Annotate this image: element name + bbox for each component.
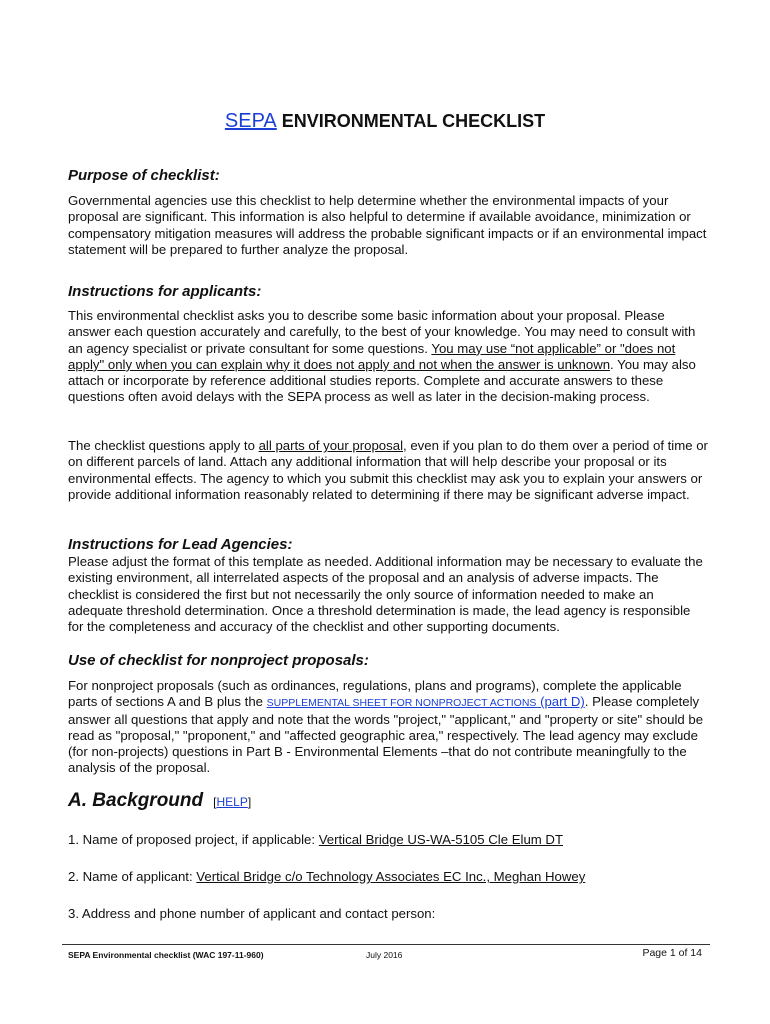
q2-answer[interactable]: Vertical Bridge c/o Technology Associates EC Inc., Meghan Howey: [196, 869, 586, 884]
background-heading: [68, 790, 251, 812]
applicants-p1-underlined: You may use “not applicable” or "does not apply" only when you can explain why it does not apply and not when the answer is unknown: [68, 340, 676, 372]
purpose-text: Governmental agencies use this checklist to help determine whether the environmental impacts of your proposal are significant. This information is also helpful to determine if available avoidance, minimization or compensatory mitigation measures will address the probable significant impacts or if an environmental impact statement will be prepared to further analyze the proposal.: [68, 193, 707, 257]
applicants-p2-a: The checklist questions apply to: [68, 438, 259, 453]
question-2: [68, 869, 585, 884]
question-1: [68, 832, 563, 847]
question-3: [68, 906, 435, 921]
help-link-wrap: [213, 795, 251, 809]
nonproject-a: For nonproject proposals (such as ordinances, regulations, plans and programs), complete the applicable parts of sections A and B plus the: [68, 678, 682, 710]
help-bracket-close: ]: [247, 795, 252, 809]
supplemental-sheet-link[interactable]: SUPPLEMENTAL SHEET FOR NONPROJECT ACTIONS: [266, 697, 537, 710]
lead-heading: Instructions for Lead Agencies:: [68, 536, 293, 553]
part-d-link[interactable]: (part D): [536, 694, 585, 710]
title-text: ENVIRONMENTAL CHECKLIST: [276, 111, 546, 131]
nonproject-b: . Please completely answer all questions that apply and note that the words "project," "applicant," and "property or site" should be read as "proposal," "proponent," and "affected geographic area," respectively. The lead agency may exclude (for non-projects) questions in Part B - Environmental Elements –that do not contribute meaningfully to the analysis of the proposal.: [68, 694, 704, 776]
footer-doc-name: SEPA Environmental checklist (WAC 197-11-960): [68, 950, 264, 960]
help-bracket-open: [: [213, 795, 217, 809]
nonproject-heading: Use of checklist for nonproject proposals:: [68, 652, 369, 669]
nonproject-text: [68, 678, 708, 777]
q1-label: 1. Name of proposed project, if applicable:: [68, 832, 319, 847]
applicants-p1-b: . You may also attach or incorporate by reference additional studies reports. Complete and accurate answers to these questions often avoid delays with the SEPA process as well as later in the decision-making process.: [68, 356, 696, 405]
footer-divider: [62, 944, 710, 945]
q1-answer[interactable]: Vertical Bridge US-WA-5105 Cle Elum DT: [318, 832, 564, 847]
applicants-p2-b: , even if you plan to do them over a period of time or on different parcels of land. Attach any additional information that will help describe your proposal or its environmental effects. The agency to which you submit this checklist may ask you to explain your answers or provide additional information reasonably related to determining if there may be significant adverse impact.: [68, 438, 708, 502]
q2-label: 2. Name of applicant:: [68, 869, 197, 884]
purpose-heading: Purpose of checklist:: [68, 167, 220, 184]
applicants-p2-underlined: all parts of your proposal: [258, 438, 403, 453]
help-link[interactable]: HELP: [216, 795, 248, 809]
page-title: [0, 110, 770, 133]
footer-page-number: Page 1 of 14: [642, 947, 702, 959]
applicants-heading: Instructions for applicants:: [68, 283, 262, 300]
applicants-p1-a: This environmental checklist asks you to describe some basic information about your proposal. Please answer each question accurately and carefully, to the best of your knowledge. You may need to consult with an agency specialist or private consultant for some questions.: [68, 308, 696, 356]
sepa-link[interactable]: SEPA: [224, 110, 277, 132]
background-title: A. Background: [68, 790, 204, 811]
applicants-paragraph-2: [68, 438, 708, 503]
q3-label: 3. Address and phone number of applicant and contact person:: [68, 906, 436, 921]
applicants-paragraph-1: [68, 308, 708, 406]
footer-date: July 2016: [366, 950, 403, 960]
lead-text: Please adjust the format of this template as needed. Additional information may be necessary to evaluate the existing environment, all interrelated aspects of the proposal and an analysis of adverse impacts. The checklist is considered the first but not necessarily the only source of information needed to make an adequate threshold determination. Once a threshold determination is made, the lead agency is responsible for the completeness and accuracy of the checklist and other supporting documents.: [68, 554, 703, 635]
